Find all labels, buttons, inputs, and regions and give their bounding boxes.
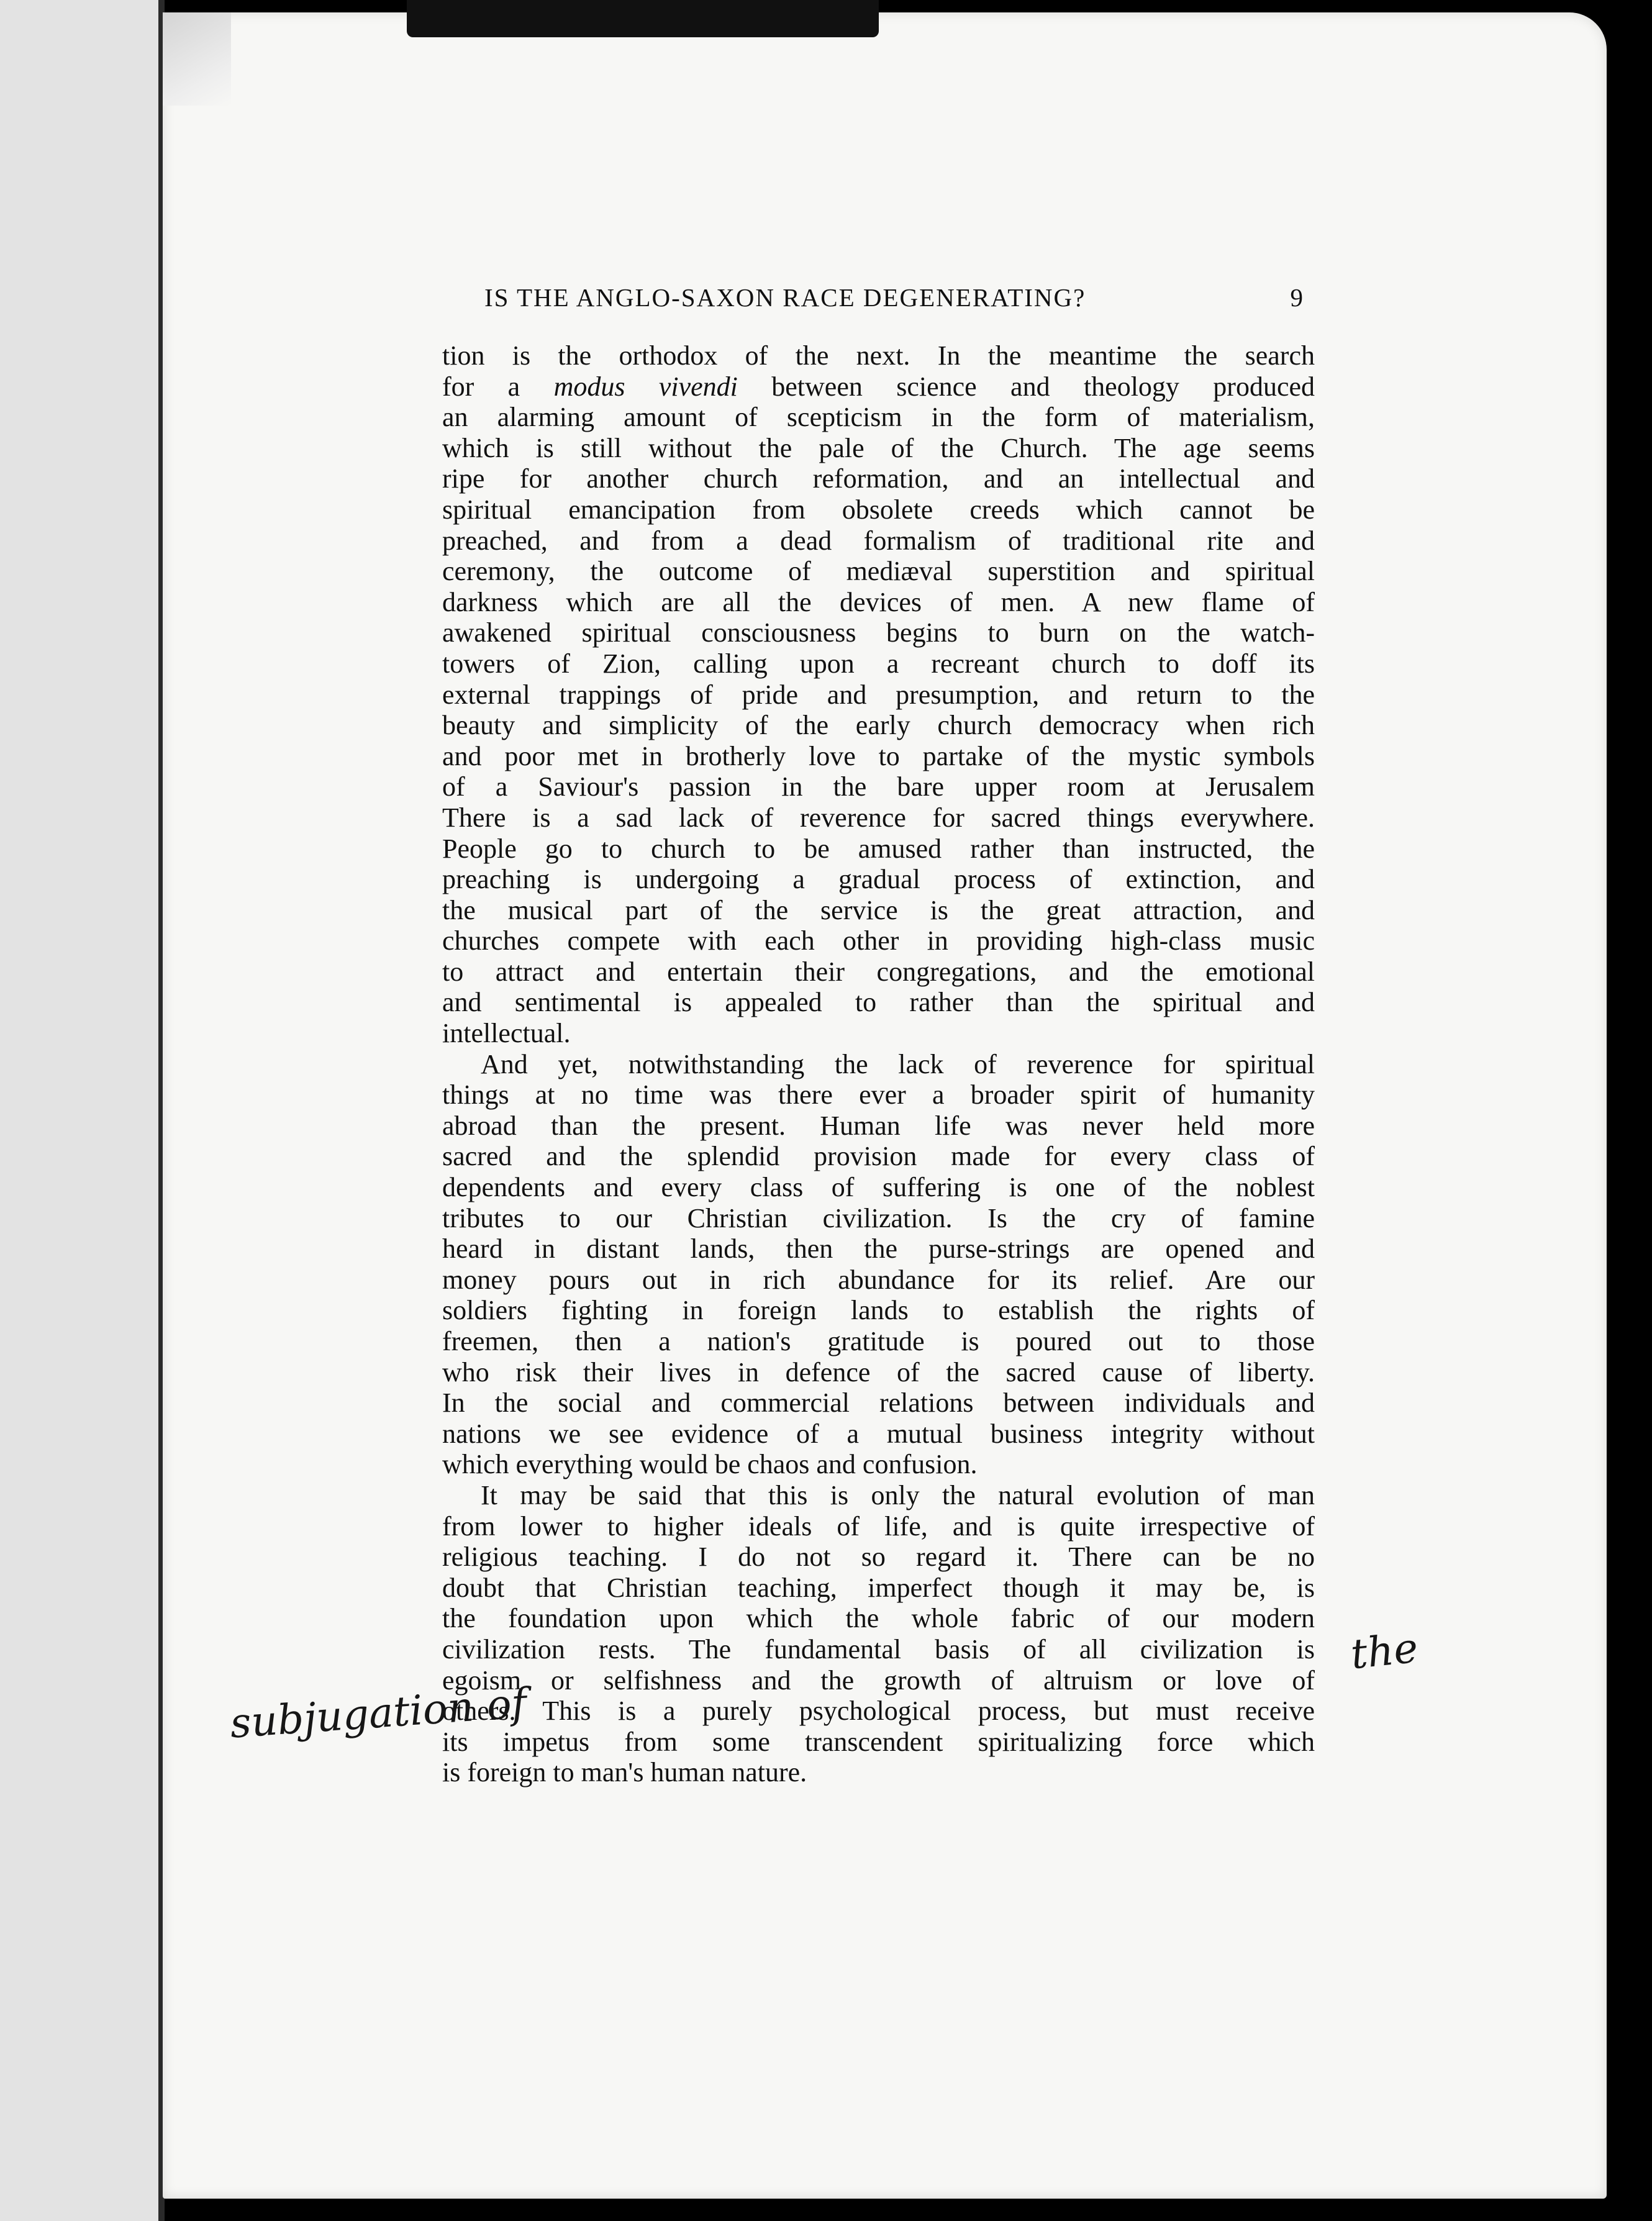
- text-line: nations we see evidence of a mutual business integrity without: [442, 1418, 1315, 1449]
- text-line: from lower to higher ideals of life, and is quite irrespective of: [442, 1510, 1315, 1542]
- paragraph: [442, 1049, 1315, 1480]
- text-line: for a modus vivendi between science and theology produced: [442, 371, 1315, 402]
- body-text: [442, 340, 1315, 1788]
- text-line: preaching is undergoing a gradual process of extinction, and: [442, 864, 1315, 895]
- text-line: egoism or selfishness and the growth of altruism or love of: [442, 1665, 1315, 1696]
- top-binding-tab: [407, 0, 879, 37]
- text-line: spiritual emancipation from obsolete creeds which cannot be: [442, 494, 1315, 525]
- text-line: which everything would be chaos and confusion.: [442, 1449, 978, 1480]
- text-line: civilization rests. The fundamental basis of all civilization is: [442, 1633, 1315, 1665]
- paragraph: [442, 1480, 1315, 1788]
- text-line: abroad than the present. Human life was never held more: [442, 1110, 1315, 1141]
- text-line: and poor met in brotherly love to partake of the mystic symbols: [442, 740, 1315, 771]
- handwritten-margin-note-right: the: [1348, 1624, 1420, 1679]
- text-line: its impetus from some transcendent spiritualizing force which: [442, 1726, 1315, 1757]
- text-line: tributes to our Christian civilization. Is the cry of famine: [442, 1202, 1315, 1233]
- text-line: tion is the orthodox of the next. In the meantime the search: [442, 340, 1315, 371]
- text-line: is foreign to man's human nature.: [442, 1757, 807, 1788]
- text-line: and sentimental is appealed to rather than the spiritual and: [442, 987, 1315, 1018]
- torn-corner: [163, 12, 231, 106]
- handwritten-margin-note-left: subjugation of: [228, 1679, 529, 1748]
- text-line: the musical part of the service is the great attraction, and: [442, 894, 1315, 925]
- text-line: beauty and simplicity of the early church democracy when rich: [442, 710, 1315, 741]
- text-line: doubt that Christian teaching, imperfect though it may be, is: [442, 1572, 1315, 1603]
- text-line: sacred and the splendid provision made for every class of: [442, 1141, 1315, 1172]
- text-line: awakened spiritual consciousness begins to burn on the watch-: [442, 617, 1315, 648]
- text-line: of a Saviour's passion in the bare upper room at Jerusalem: [442, 771, 1315, 802]
- text-line: towers of Zion, calling upon a recreant church to doff its: [442, 648, 1315, 679]
- text-line: to attract and entertain their congregations, and the emotional: [442, 956, 1315, 987]
- text-line: ripe for another church reformation, and an intellectual and: [442, 463, 1315, 494]
- text-line: darkness which are all the devices of men. A new flame of: [442, 586, 1315, 617]
- text-line: It may be said that this is only the natural evolution of man: [481, 1479, 1315, 1510]
- text-line: things at no time was there ever a broader spirit of humanity: [442, 1079, 1315, 1110]
- text-line: churches compete with each other in providing high-class music: [442, 925, 1315, 956]
- left-page-edge: [0, 0, 165, 2221]
- text-line: And yet, notwithstanding the lack of reverence for spiritual: [481, 1048, 1315, 1079]
- text-line: which is still without the pale of the Church. The age seems: [442, 432, 1315, 463]
- text-line: There is a sad lack of reverence for sacred things everywhere.: [442, 802, 1315, 833]
- text-line: soldiers fighting in foreign lands to establish the rights of: [442, 1295, 1315, 1326]
- page-header: [484, 283, 1304, 320]
- text-line: In the social and commercial relations between individuals and: [442, 1388, 1315, 1419]
- text-line: heard in distant lands, then the purse-strings are opened and: [442, 1233, 1315, 1265]
- text-line: who risk their lives in defence of the sacred cause of liberty.: [442, 1356, 1315, 1388]
- text-line: others. This is a purely psychological process, but must receive: [442, 1696, 1315, 1727]
- text-line: external trappings of pride and presumption, and return to the: [442, 679, 1315, 710]
- text-line: the foundation upon which the whole fabric of our modern: [442, 1603, 1315, 1634]
- running-head: IS THE ANGLO-SAXON RACE DEGENERATING?: [484, 283, 1086, 312]
- page-number: 9: [1290, 283, 1304, 312]
- text-line: money pours out in rich abundance for its relief. Are our: [442, 1264, 1315, 1295]
- text-line: preached, and from a dead formalism of traditional rite and: [442, 525, 1315, 556]
- text-line: an alarming amount of scepticism in the form of materialism,: [442, 402, 1315, 433]
- text-line: freemen, then a nation's gratitude is poured out to those: [442, 1326, 1315, 1356]
- text-line: ceremony, the outcome of mediæval superstition and spiritual: [442, 556, 1315, 587]
- text-line: dependents and every class of suffering is one of the noblest: [442, 1172, 1315, 1203]
- text-line: People go to church to be amused rather than instructed, the: [442, 833, 1315, 864]
- text-line: intellectual.: [442, 1018, 571, 1049]
- paragraph: [442, 340, 1315, 1049]
- text-line: religious teaching. I do not so regard it. There can be no: [442, 1542, 1315, 1573]
